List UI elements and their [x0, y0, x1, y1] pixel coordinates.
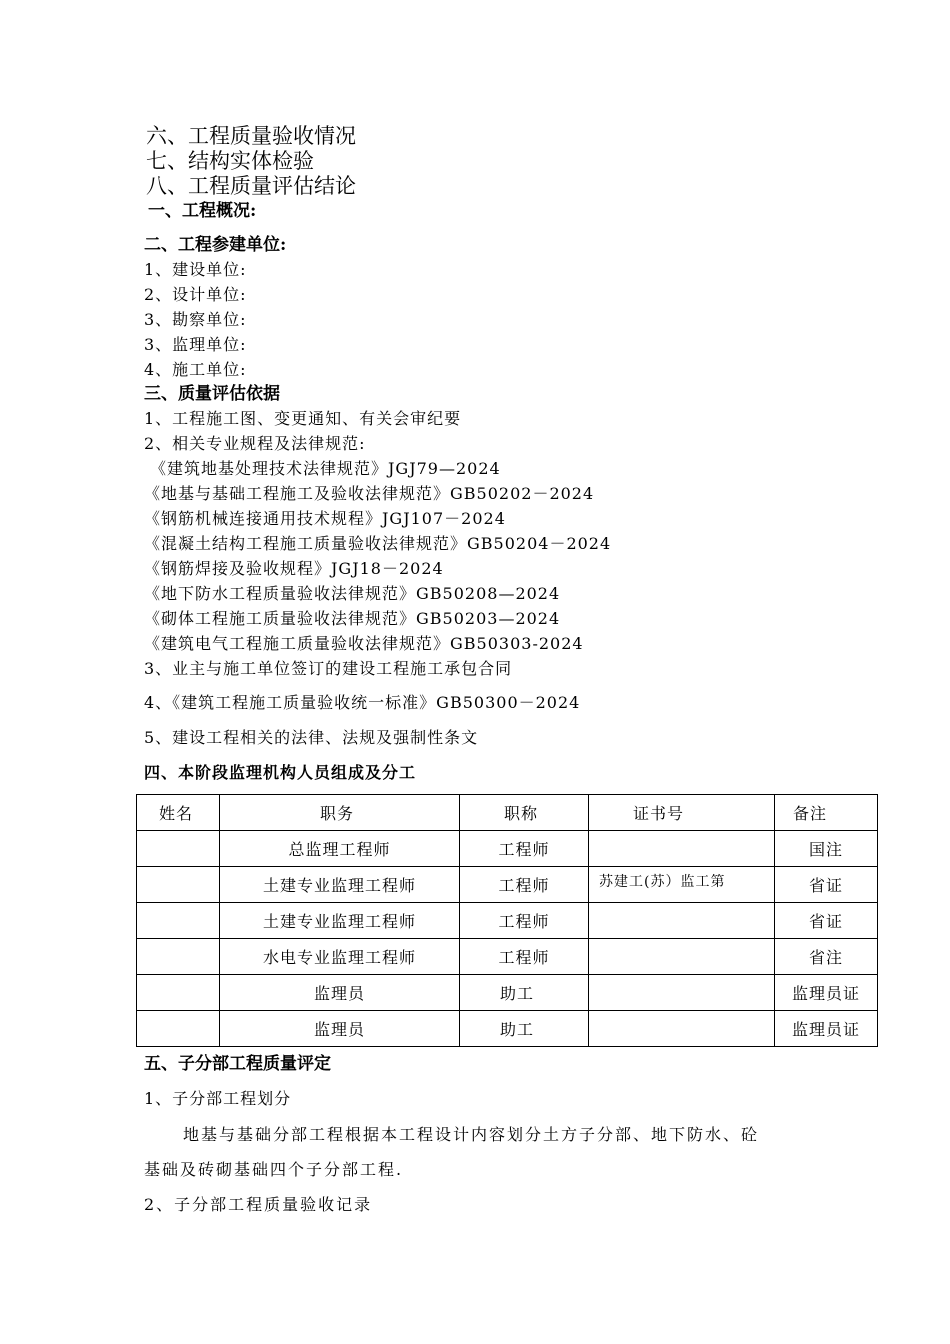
- cert-number-text: 苏建工(苏）监工第: [599, 873, 726, 890]
- cell-name: [137, 831, 220, 867]
- toc-item-8: 八、工程质量评估结论: [146, 174, 356, 198]
- cell-note: 监理员证: [775, 1011, 878, 1047]
- toc-item-7: 七、结构实体检验: [146, 149, 314, 173]
- cell-cert: [589, 939, 775, 975]
- cell-duty: 监理员: [220, 975, 460, 1011]
- subdivision-item-2: 2、子分部工程质量验收记录: [144, 1195, 373, 1214]
- cell-name: [137, 1011, 220, 1047]
- cell-duty: 监理员: [220, 1011, 460, 1047]
- cell-name: [137, 939, 220, 975]
- cell-title: 工程师: [460, 867, 589, 903]
- cell-name: [137, 867, 220, 903]
- table-row: [137, 1011, 878, 1047]
- basis-item-1: 1、工程施工图、变更通知、有关会审纪要: [144, 409, 462, 428]
- cell-name: [137, 903, 220, 939]
- section-5-heading: 五、子分部工程质量评定: [144, 1054, 331, 1074]
- unit-item: 4、施工单位:: [144, 360, 247, 379]
- cell-note: 国注: [775, 831, 878, 867]
- standard-item: 《地下防水工程质量验收法律规范》GB50208—2024: [144, 584, 561, 603]
- unit-item: 3、勘察单位:: [144, 310, 247, 329]
- cell-title: 助工: [460, 975, 589, 1011]
- subdivision-paragraph-line-1: 地基与基础分部工程根据本工程设计内容划分土方子分部、地下防水、砼: [183, 1125, 760, 1144]
- cell-title: 工程师: [460, 831, 589, 867]
- cell-cert: [589, 831, 775, 867]
- subdivision-item-1: 1、子分部工程划分: [144, 1089, 292, 1108]
- cell-title: 工程师: [460, 939, 589, 975]
- header-cert: 证书号: [589, 795, 775, 831]
- basis-item-5: 5、建设工程相关的法律、法规及强制性条文: [144, 728, 479, 747]
- unit-item: 1、建设单位:: [144, 260, 247, 279]
- staff-table: [136, 794, 878, 1047]
- header-note: 备注: [775, 795, 878, 831]
- cell-title: 工程师: [460, 903, 589, 939]
- section-2-heading: 二、工程参建单位:: [144, 235, 287, 255]
- header-name: 姓名: [137, 795, 220, 831]
- standard-item: 《地基与基础工程施工及验收法律规范》GB50202－2024: [144, 484, 595, 503]
- cell-cert: [589, 867, 775, 903]
- cell-note: 监理员证: [775, 975, 878, 1011]
- basis-item-4: 4、《建筑工程施工质量验收统一标准》GB50300－2024: [144, 693, 581, 712]
- cell-note: 省注: [775, 939, 878, 975]
- header-title: 职称: [460, 795, 589, 831]
- cell-duty: 土建专业监理工程师: [220, 903, 460, 939]
- section-3-heading: 三、质量评估依据: [144, 384, 280, 404]
- standard-item: 《混凝土结构工程施工质量验收法律规范》GB50204－2024: [144, 534, 612, 553]
- section-4-heading: 四、本阶段监理机构人员组成及分工: [144, 763, 417, 782]
- cell-duty: 总监理工程师: [220, 831, 460, 867]
- cell-note: 省证: [775, 867, 878, 903]
- subdivision-paragraph-line-2: 基础及砖砌基础四个子分部工程.: [144, 1160, 404, 1179]
- standard-item: 《钢筋焊接及验收规程》JGJ18－2024: [144, 559, 444, 578]
- basis-item-2: 2、相关专业规程及法律规范:: [144, 434, 366, 453]
- toc-item-6: 六、工程质量验收情况: [146, 124, 356, 148]
- unit-item: 2、设计单位:: [144, 285, 247, 304]
- standard-item: 《建筑地基处理技术法律规范》JGJ79—2024: [150, 459, 501, 478]
- cell-duty: 水电专业监理工程师: [220, 939, 460, 975]
- cell-title: 助工: [460, 1011, 589, 1047]
- cell-name: [137, 975, 220, 1011]
- table-row: [137, 939, 878, 975]
- cell-cert: [589, 903, 775, 939]
- table-row: [137, 975, 878, 1011]
- unit-item: 3、监理单位:: [144, 335, 247, 354]
- table-row: [137, 831, 878, 867]
- cell-duty: 土建专业监理工程师: [220, 867, 460, 903]
- standard-item: 《砌体工程施工质量验收法律规范》GB50203—2024: [144, 609, 561, 628]
- header-duty: 职务: [220, 795, 460, 831]
- section-1-heading: 一、工程概况:: [148, 201, 257, 221]
- standard-item: 《建筑电气工程施工质量验收法律规范》GB50303-2024: [144, 634, 584, 653]
- table-header-row: [137, 795, 878, 831]
- basis-item-3: 3、业主与施工单位签订的建设工程施工承包合同: [144, 659, 513, 678]
- table-row: [137, 867, 878, 903]
- cell-cert: [589, 975, 775, 1011]
- table-row: [137, 903, 878, 939]
- cell-note: 省证: [775, 903, 878, 939]
- cell-cert: [589, 1011, 775, 1047]
- standard-item: 《钢筋机械连接通用技术规程》JGJ107－2024: [144, 509, 506, 528]
